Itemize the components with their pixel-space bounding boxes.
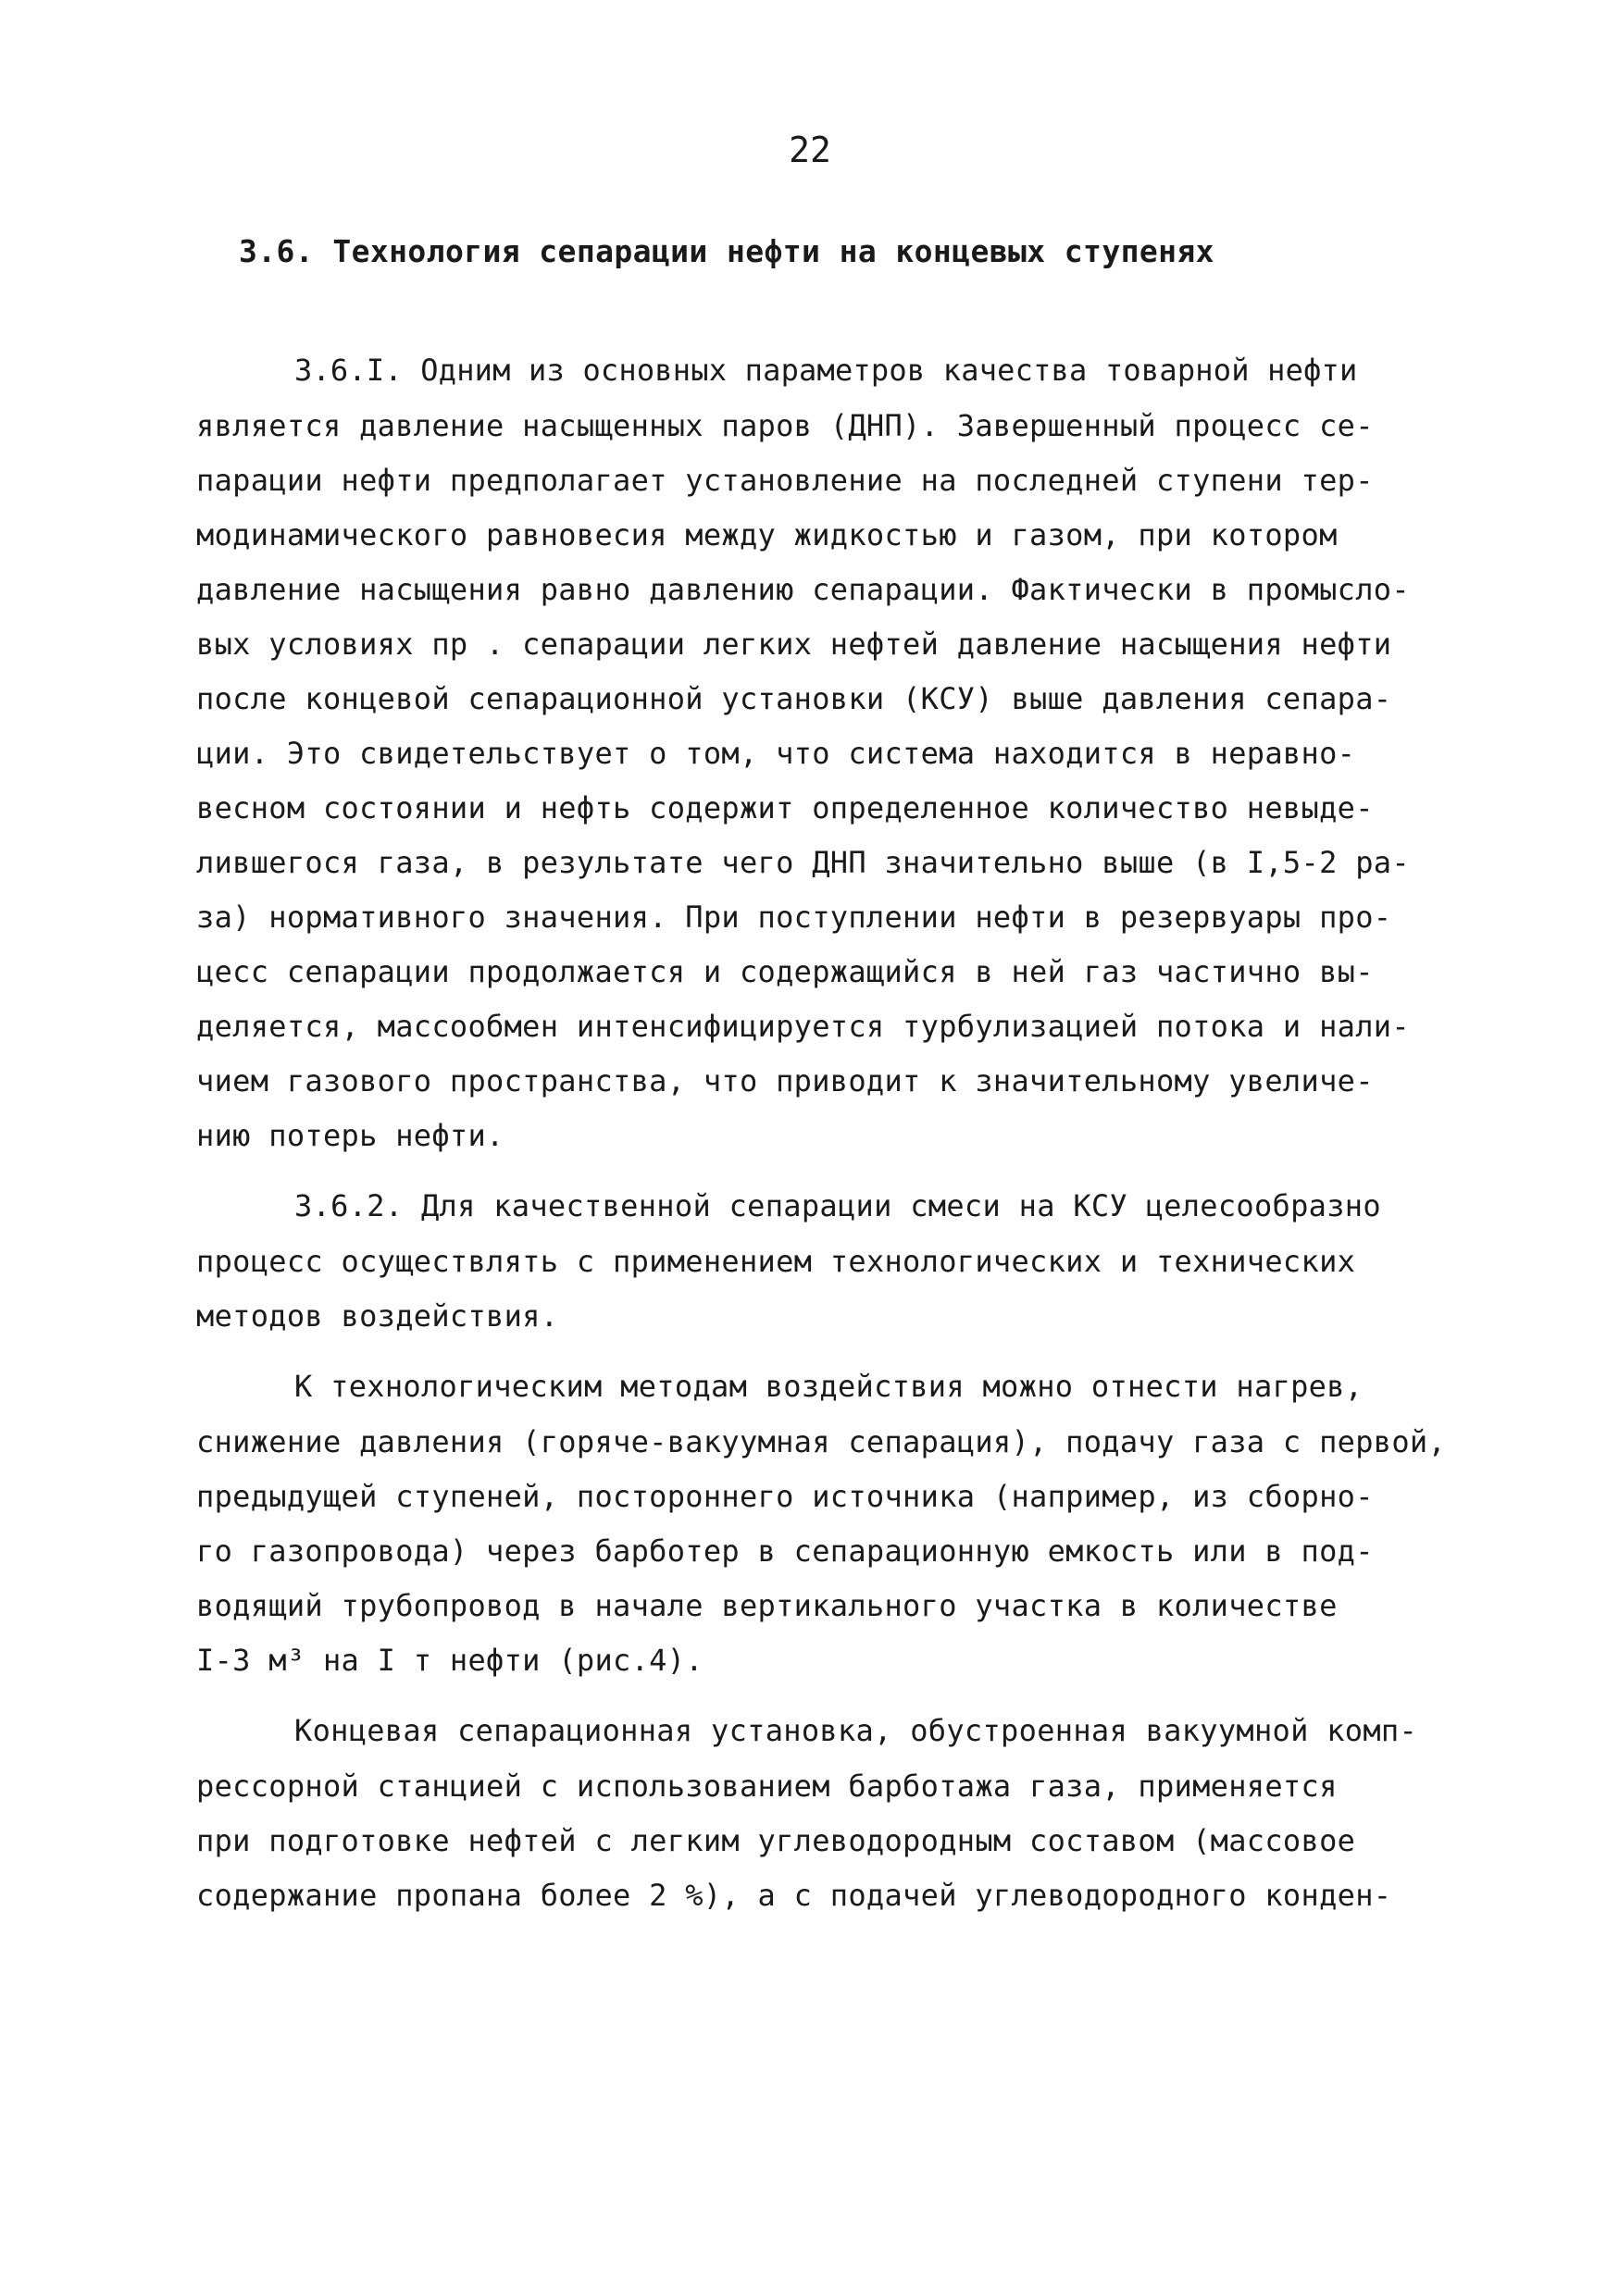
- text-line: является давление насыщенных паров (ДНП). Завершенный процесс се-: [196, 408, 1374, 443]
- text-line: предыдущей ступеней, постороннего источника (например, из сборно-: [196, 1479, 1374, 1514]
- text-line: при подготовке нефтей с легким углеводородным составом (массовое: [196, 1823, 1356, 1858]
- text-line: 3.6.I. Одним из основных параметров качества товарной нефти: [294, 353, 1358, 388]
- text-line: весном состоянии и нефть содержит определенное количество невыде-: [196, 790, 1374, 825]
- text-line: цесс сепарации продолжается и содержащийся в ней газ частично вы-: [196, 954, 1374, 989]
- text-line: содержание пропана более 2 %), а с подачей углеводородного конден-: [196, 1878, 1392, 1913]
- text-line: рессорной станцией с использованием барботажа газа, применяется: [196, 1769, 1338, 1804]
- text-line: чием газового пространства, что приводит к значительному увеличе-: [196, 1063, 1374, 1098]
- text-line: процесс осуществлять с применением технологических и технических: [196, 1244, 1356, 1279]
- text-line: за) нормативного значения. При поступлении нефти в резервуары про-: [196, 900, 1392, 935]
- text-line: вых условиях пр . сепарации легких нефтей давление насыщения нефти: [196, 627, 1392, 662]
- text-line: парации нефти предполагает установление на последней ступени тер-: [196, 463, 1374, 498]
- text-line: снижение давления (горяче-вакуумная сепарация), подачу газа с первой,: [196, 1424, 1447, 1459]
- text-line: давление насыщения равно давлению сепарации. Фактически в промысло-: [196, 572, 1410, 607]
- text-line: К технологическим методам воздействия можно отнести нагрев,: [294, 1369, 1364, 1404]
- text-line: 3.6.2. Для качественной сепарации смеси на КСУ целесообразно: [294, 1188, 1381, 1223]
- text-line: нию потерь нефти.: [196, 1118, 504, 1153]
- text-line: го газопровода) через барботер в сепарационную емкость или в под-: [196, 1533, 1374, 1569]
- page-number: 22: [789, 130, 831, 170]
- text-line: ции. Это свидетельствует о том, что система находится в неравно-: [196, 736, 1356, 771]
- text-line: лившегося газа, в результате чего ДНП значительно выше (в I,5-2 ра-: [196, 845, 1410, 880]
- text-line: Концевая сепарационная установка, обустроенная вакуумной комп-: [294, 1713, 1418, 1748]
- text-line: водящий трубопровод в начале вертикального участка в количестве: [196, 1588, 1338, 1623]
- section-heading: 3.6. Технология сепарации нефти на концевых ступенях: [239, 233, 1214, 269]
- text-line: I-3 м³ на I т нефти (рис.4).: [196, 1643, 704, 1678]
- text-line: деляется, массообмен интенсифицируется турбулизацией потока и нали-: [196, 1009, 1410, 1044]
- text-line: методов воздействия.: [196, 1298, 559, 1334]
- text-line: после концевой сепарационной установки (КСУ) выше давления сепара-: [196, 681, 1392, 716]
- text-line: модинамического равновесия между жидкостью и газом, при котором: [196, 517, 1338, 552]
